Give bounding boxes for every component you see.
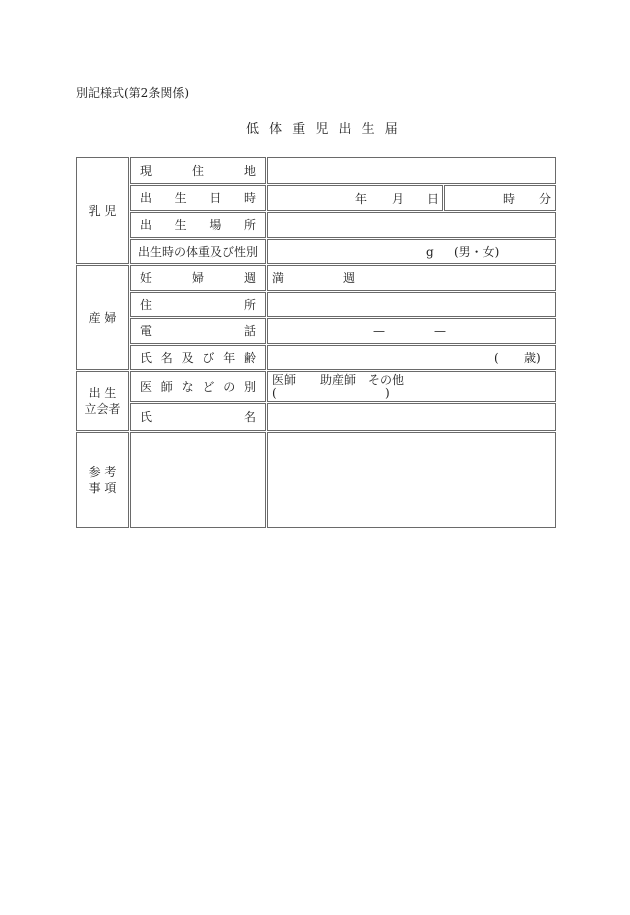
remarks-field[interactable] — [267, 432, 556, 528]
month-unit: 月 — [392, 192, 405, 206]
mother-label-text: 産 婦 — [88, 310, 117, 325]
other-paren-close: ) — [385, 386, 390, 400]
phone-dash: — — [373, 324, 385, 338]
birth-place-field[interactable] — [267, 212, 556, 238]
age-unit: 歳) — [524, 351, 541, 365]
name-age-label — [130, 345, 266, 370]
remarks-label-line2: 事 項 — [88, 481, 117, 495]
attendant-type-options: 医師 助産師 その他 — [272, 373, 405, 387]
mother-address-label — [130, 292, 266, 317]
phone-field[interactable] — [267, 318, 556, 344]
attendant-label-line2: 立会者 — [84, 402, 121, 416]
label-text: 住所 — [140, 297, 256, 312]
hour-unit: 時 — [503, 192, 516, 206]
label-text: 出生場所 — [140, 218, 256, 232]
mother-section-label — [76, 265, 129, 370]
label-text: 電話 — [140, 324, 256, 338]
year-unit: 年 — [355, 192, 368, 206]
phone-label — [130, 318, 266, 344]
attendant-type-field[interactable] — [267, 371, 556, 402]
birth-time-field[interactable] — [444, 185, 556, 211]
gestation-prefix: 満 — [272, 271, 285, 285]
day-unit: 日 — [427, 192, 440, 206]
form-reference: 別記様式(第2条関係) — [76, 86, 189, 100]
other-paren-open: ( — [272, 386, 277, 400]
remarks-left-field[interactable] — [130, 432, 266, 528]
page-title: 低 体 重 児 出 生 届 — [246, 122, 401, 137]
sex-options: (男・女) — [454, 245, 500, 259]
minute-unit: 分 — [539, 192, 552, 206]
gestation-label — [130, 265, 266, 291]
weight-unit: g — [426, 245, 434, 259]
remarks-label-line1: 参 考 — [88, 465, 117, 479]
label-text: 氏名 — [140, 410, 256, 424]
weight-sex-field[interactable] — [267, 239, 556, 264]
name-age-field[interactable] — [267, 345, 556, 370]
infant-label-text: 乳 児 — [88, 203, 117, 218]
label-text: 医師などの別 — [140, 379, 256, 394]
infant-address-label — [130, 157, 266, 184]
gestation-unit: 週 — [343, 271, 356, 285]
label-text: 氏名及び年齢 — [140, 350, 256, 365]
birth-place-label — [130, 212, 266, 238]
remarks-section-label — [76, 432, 129, 528]
attendant-name-field[interactable] — [267, 403, 556, 431]
attendant-name-label — [130, 403, 266, 431]
gestation-field[interactable] — [267, 265, 556, 291]
label-text: 妊婦週 — [140, 271, 256, 285]
mother-address-field[interactable] — [267, 292, 556, 317]
attendant-section-label — [76, 371, 129, 431]
weight-sex-label — [130, 239, 266, 264]
age-paren-open: ( — [494, 351, 499, 365]
infant-section-label — [76, 157, 129, 264]
label-text: 出生日時 — [140, 191, 256, 205]
attendant-label-line1: 出 生 — [88, 386, 117, 400]
label-text: 現住地 — [140, 163, 256, 178]
birth-datetime-label — [130, 185, 266, 211]
birth-date-field[interactable] — [267, 185, 443, 211]
infant-address-field[interactable] — [267, 157, 556, 184]
label-text: 出生時の体重及び性別 — [138, 244, 259, 259]
attendant-type-label — [130, 371, 266, 402]
phone-dash: — — [434, 324, 446, 338]
